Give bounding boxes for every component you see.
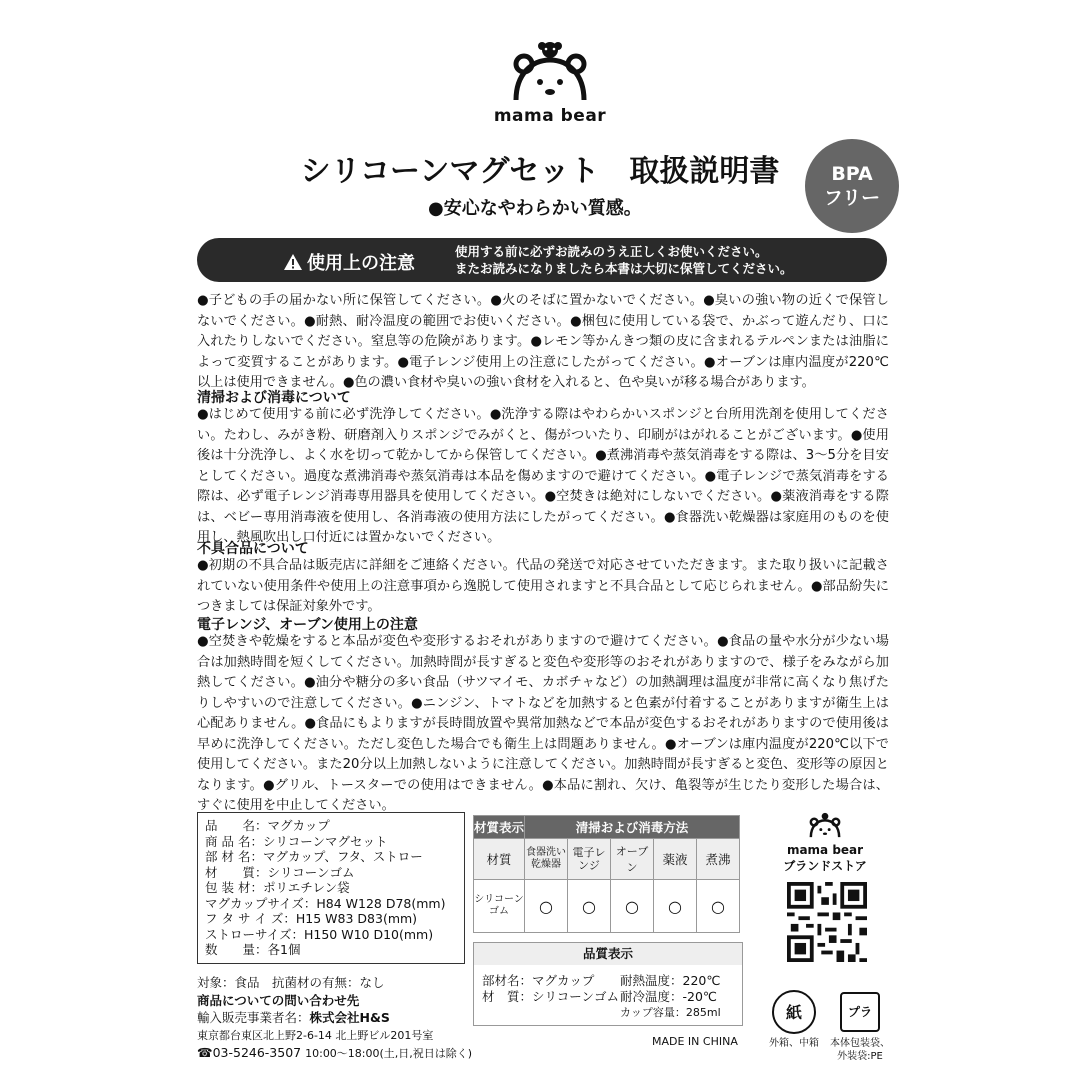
care-mark: ○: [697, 880, 740, 933]
bpa-badge-line1: BPA: [831, 163, 873, 185]
store-brand: mama bear: [786, 843, 864, 857]
address: 東京都台東区北上野2-6-14 北上野ビル201号室: [197, 1028, 434, 1042]
section-heading-defects: 不具合品について: [197, 541, 309, 557]
care-mark: ○: [611, 880, 654, 933]
care-method: 薬液: [654, 839, 697, 880]
inquiry-heading: 商品についての問い合わせ先: [197, 992, 360, 1008]
page-title: シリコーンマグセット 取扱説明書: [300, 154, 780, 189]
subtitle: ●安心なやわらかい質感。: [428, 198, 642, 219]
spec-row: 品 名：マグカップ: [205, 818, 330, 833]
phone: ☎03-5246-3507: [197, 1045, 302, 1060]
paper-recycle-icon: 紙: [772, 990, 816, 1034]
brand-name: mama bear: [493, 106, 607, 126]
bpa-badge-line2: フリー: [823, 187, 881, 209]
spec-row: 部 材 名：マグカップ、フタ、ストロー: [205, 849, 423, 864]
care-method-table: [473, 815, 740, 933]
caution-note-line1: 使用する前に必ずお読みのうえ正しくお使いください。: [455, 244, 768, 259]
spec-row: 商 品 名：シリコーンマグセット: [205, 833, 388, 849]
made-in: MADE IN CHINA: [652, 1035, 738, 1048]
bear-icon: [805, 810, 845, 840]
caution-banner: [197, 238, 887, 282]
care-header-methods: 清掃および消毒方法: [525, 816, 740, 839]
paper-recycle-caption: 外箱、中箱: [769, 1038, 819, 1049]
care-method: 食器洗い乾燥器: [525, 839, 568, 880]
spec-row: マグカップサイズ：H84 W128 D78(mm): [205, 895, 446, 911]
care-material-label: 材質: [474, 839, 525, 880]
quality-heat: 耐熱温度：220℃: [620, 973, 721, 988]
brand-store: [775, 810, 875, 874]
bpa-free-badge: [805, 139, 899, 233]
care-method: 電子レンジ: [568, 839, 611, 880]
quality-material: 材 質：シリコーンゴム: [482, 989, 620, 1004]
qr-code[interactable]: [787, 882, 867, 962]
quality-part: 部材名：マグカップ: [482, 973, 595, 988]
spec-row: フ タ サ イ ズ：H15 W83 D83(mm): [205, 911, 418, 926]
caution-note: [455, 243, 793, 277]
plastic-recycle-icon: プラ: [840, 992, 880, 1032]
importer-label: 輸入販売事業者名：: [197, 1010, 310, 1025]
target-info: 対象：食品 抗菌材の有無：なし: [197, 975, 385, 990]
plastic-recycle-caption-2: 外装袋:PE: [837, 1051, 883, 1062]
care-mark: ○: [568, 880, 611, 933]
brand-logo: [490, 38, 610, 126]
plastic-recycle-mark: [828, 990, 892, 1063]
caution-note-line2: またお読みになりましたら本書は大切に保管してください。: [455, 261, 793, 276]
care-mark: ○: [654, 880, 697, 933]
paper-recycle-mark: [768, 990, 820, 1050]
quality-cold: 耐冷温度：-20℃: [620, 989, 717, 1004]
spec-row: ストローサイズ：H150 W10 D10(mm): [205, 926, 434, 942]
warning-icon: [283, 253, 303, 271]
quality-heading: 品質表示: [474, 943, 742, 965]
intro-text: ●子どもの手の届かない所に保管してください。●火のそばに置かないでください。●臭いの強い物の近くで保管しないでください。●耐熱、耐冷温度の範囲でお使いください。●梱包に使用している袋で、かぶって遊んだり、口に入れたりしないでください。窒息等の危険があります。●レモン等かんきつ類の皮に含まれるテルペンまたは油脂によって変質することがあります。●電子レンジ使用上の注意にしたがってください。●オーブンは庫内温度が220℃以上は使用できません。●色の濃い食材や臭いの強い食材を入れると、色や臭いが移る場合があります。: [197, 293, 889, 390]
care-mark: ○: [525, 880, 568, 933]
section-text-defects: ●初期の不具合品は販売店に詳細をご連絡ください。代品の発送で対応させていただきます。また取り扱いに記載されていない使用条件や使用上の注意事項から逸脱して使用されますと不具合品として応じられません。●部品紛失につきましては保証対象外です。: [197, 558, 889, 614]
care-material: シリコーンゴム: [474, 880, 525, 933]
store-name: ブランドストア: [783, 859, 867, 873]
section-text-cleaning: ●はじめて使用する前に必ず洗浄してください。●洗浄する際はやわらかいスポンジと台所用洗剤を使用してください。たわし、みがき粉、研磨剤入りスポンジでみがくと、傷がついたり、印刷がはがれることがございます。●使用後は十分洗浄し、よく水を切って乾かしてから保管してください。●煮沸消毒や蒸気消毒をする際は、3～5分を目安としてください。過度な煮沸消毒や蒸気消毒は本品を傷めますので避けてください。●電子レンジで蒸気消毒をする際は、必ず電子レンジ消毒専用器具を使用してください。●空焚きは絶対にしないでください。●薬液消毒をする際は、ベビー専用消毒液を使用し、各消毒液の使用方法にしたがってください。●食器洗い乾燥器は家庭用のものを使用し、熱風吹出し口付近には置かないでください。: [197, 407, 889, 545]
spec-row: 材 質：シリコーンゴム: [205, 864, 355, 880]
care-method: オーブン: [611, 839, 654, 880]
business-hours: 10:00～18:00(土,日,祝日は除く): [305, 1047, 473, 1060]
importer-name: 株式会社H&S: [309, 1010, 390, 1025]
caution-heading: [283, 249, 415, 275]
phone-line: [197, 1044, 472, 1063]
product-spec-box: [197, 812, 465, 964]
plastic-recycle-caption-1: 本体包装袋、: [830, 1038, 890, 1049]
care-header-material: 材質表示: [474, 816, 525, 839]
section-heading-cleaning: 清掃および消毒について: [197, 390, 351, 406]
quality-capacity: カップ容量：285ml: [620, 1006, 721, 1019]
spec-row: 数 量：各1個: [205, 942, 301, 957]
bear-icon: [502, 38, 598, 104]
care-method: 煮沸: [697, 839, 740, 880]
contact-info: [197, 974, 472, 1063]
quality-label-box: [473, 942, 743, 1026]
caution-heading-text: 使用上の注意: [307, 253, 415, 274]
importer-line: [197, 1009, 472, 1027]
section-text-microwave: ●空焚きや乾燥をすると本品が変色や変形するおそれがありますので避けてください。●食品の量や水分が少ない場合は加熱時間を短くしてください。加熱時間が長すぎると変色や変形等のおそれがありますので、様子をみながら加熱してください。●油分や糖分の多い食品（サツマイモ、カボチャなど）の加熱調理は温度が非常に高くなり焦げたりしやすいので注意してください。●ニンジン、トマトなどを加熱すると色素が付着することがありますが衛生上は心配ありません。●食品にもよりますが長時間放置や異常加熱などで本品が変色するおそれがありますので使用後は早めに洗浄してください。ただし変色した場合でも衛生上は問題ありません。●オーブンは庫内温度が220℃以下で使用してください。また20分以上加熱しないように注意してください。加熱時間が長すぎると変色、変形等の原因となります。●グリル、トースターでの使用はできません。●本品に割れ、欠け、亀裂等が生じたり変形した場合は、すぐに使用を中止してください。: [197, 634, 889, 813]
section-heading-microwave: 電子レンジ、オーブン使用上の注意: [197, 617, 418, 633]
spec-row: 包 装 材：ポリエチレン袋: [205, 880, 350, 895]
